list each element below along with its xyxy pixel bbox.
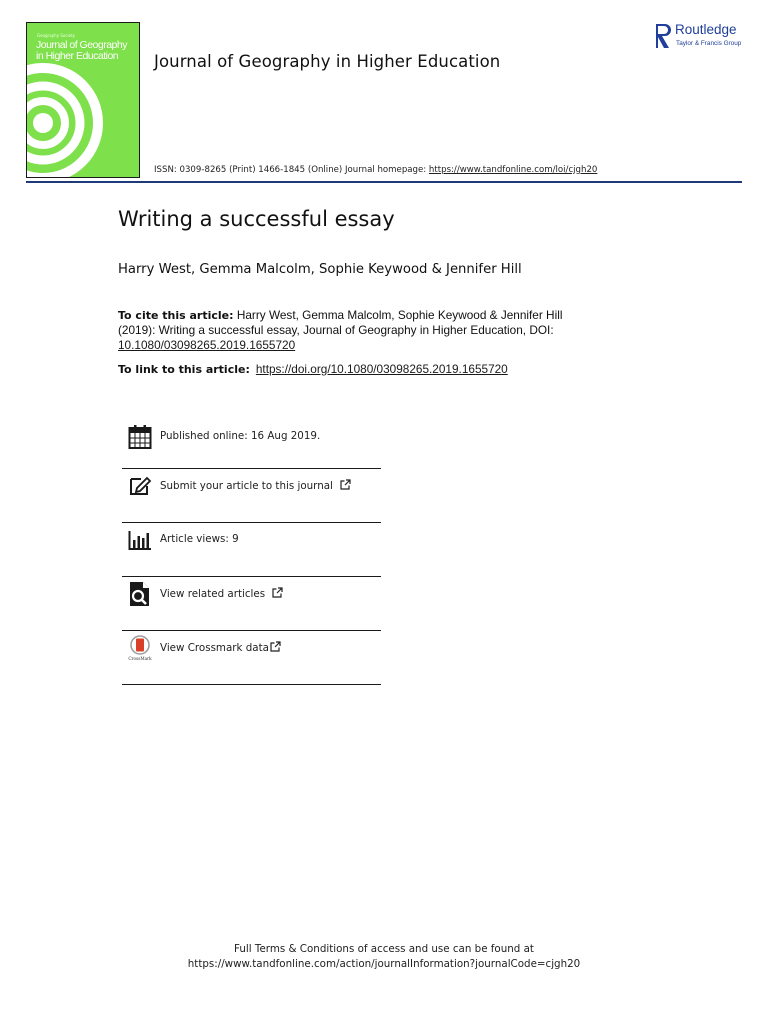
cover-title: Journal of Geography in Higher Education	[36, 39, 127, 62]
published-online-item	[122, 420, 381, 468]
bar-chart-icon	[128, 527, 152, 553]
journal-title: Journal of Geography in Higher Education	[154, 52, 501, 71]
external-link-icon	[270, 641, 281, 652]
edit-pencil-icon	[128, 473, 152, 499]
cover-small-text: Geography Society	[37, 33, 76, 38]
calendar-icon	[128, 424, 152, 450]
routledge-r-icon	[654, 22, 672, 50]
document-search-icon	[128, 581, 152, 607]
header-rule	[26, 181, 742, 183]
citation-block	[118, 308, 588, 353]
publisher-name: Routledge	[675, 22, 737, 37]
article-info-list	[122, 420, 381, 685]
publisher-subtitle: Taylor & Francis Group	[676, 40, 742, 47]
cite-doi-link[interactable]: 10.1080/03098265.2019.1655720	[118, 338, 296, 352]
info-divider	[122, 684, 381, 685]
related-articles-link[interactable]: View related articles	[160, 588, 266, 600]
article-authors: Harry West, Gemma Malcolm, Sophie Keywood & Jennifer Hill	[118, 262, 522, 277]
external-link-icon	[272, 587, 283, 598]
article-link-line	[118, 362, 508, 376]
footer-line-1: Full Terms & Conditions of access and use can be found at	[234, 943, 534, 955]
submit-article-link[interactable]: Submit your article to this journal	[160, 480, 333, 492]
journal-homepage-link[interactable]: https://www.tandfonline.com/loi/cjgh20	[428, 165, 598, 175]
submit-article-item[interactable]	[122, 469, 381, 522]
crossmark-icon	[128, 635, 152, 661]
issn-line	[154, 165, 597, 175]
article-doi-link[interactable]: https://doi.org/10.1080/03098265.2019.1655720	[255, 362, 508, 376]
publisher-logo	[654, 22, 754, 52]
cite-text: Harry West, Gemma Malcolm, Sophie Keywood & Jennifer Hill (2019): Writing a successful essay, Journal of Geography in Higher Education, DOI:	[118, 308, 563, 337]
article-views-text: Article views: 9	[160, 533, 239, 545]
article-title: Writing a successful essay	[118, 207, 395, 231]
footer-terms-url[interactable]: https://www.tandfonline.com/action/journalInformation?journalCode=cjgh20	[187, 958, 581, 970]
related-articles-item[interactable]	[122, 577, 381, 630]
article-views-item	[122, 523, 381, 576]
terms-footer	[0, 942, 768, 972]
published-online-text: Published online: 16 Aug 2019.	[160, 430, 321, 442]
link-label: To link to this article:	[118, 363, 250, 376]
crossmark-item[interactable]	[122, 631, 381, 684]
issn-text: ISSN: 0309-8265 (Print) 1466-1845 (Online) Journal homepage:	[154, 165, 429, 175]
external-link-icon	[340, 479, 351, 490]
cite-label: To cite this article:	[118, 309, 234, 322]
crossmark-link[interactable]: View Crossmark data	[160, 642, 269, 654]
journal-cover-image	[26, 22, 140, 178]
crossmark-logo-text: CrossMark	[128, 656, 152, 661]
